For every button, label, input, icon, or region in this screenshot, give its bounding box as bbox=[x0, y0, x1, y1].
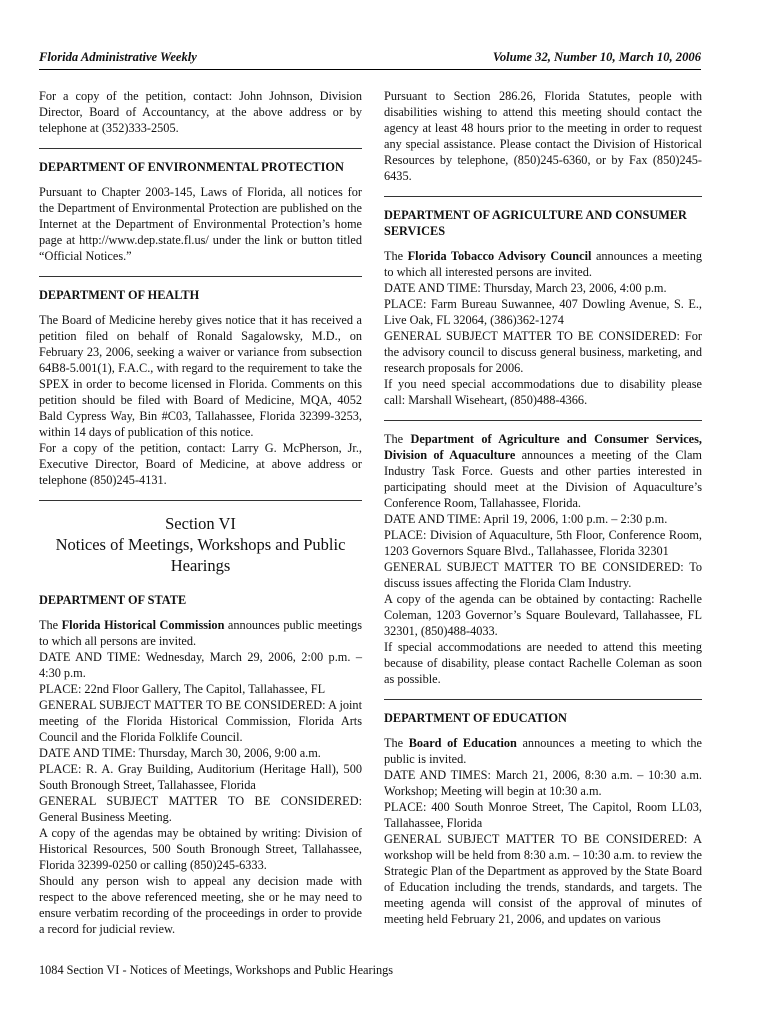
paragraph: PLACE: Farm Bureau Suwannee, 407 Dowling Avenue, S. E., Live Oak, FL 32064, (386)362-1274 bbox=[384, 297, 702, 327]
paragraph: A copy of the agendas may be obtained by writing: Division of Historical Resources, 500 South Bronough Street, Tallahassee, Florida 32399-0250 or calling (850)245-6333. bbox=[39, 826, 362, 872]
paragraph: GENERAL SUBJECT MATTER TO BE CONSIDERED: For the advisory council to discuss general business, marketing, and research proposals for 2006. bbox=[384, 329, 702, 375]
paragraph: If special accommodations are needed to attend this meeting because of disability, please contact Rachelle Coleman as soon as possible. bbox=[384, 640, 702, 686]
paragraph: A copy of the agenda can be obtained by contacting: Rachelle Coleman, 1203 Governor’s Square Boulevard, Tallahassee, FL 32301, (850)488-4033. bbox=[384, 592, 702, 638]
department-heading: DEPARTMENT OF ENVIRONMENTAL PROTECTION bbox=[39, 160, 344, 174]
paragraph: The Board of Medicine hereby gives notice that it has received a petition filed on behalf of Ronald Sagalowsky, M.D., on February 23, 2006, seeking a waiver or variance from subsection 64B8-5.001(1), F.A.C., with regard to the requirement to take the SPEX in order to become licensed in Florida. Comments on this petition should be filed with Board of Medicine, MQA, 4052 Bald Cypress Way, Bin #C03, Tallahassee, Florida 32399-3253, within 14 days of publication of this notice. bbox=[39, 313, 362, 439]
text: announces public meetings to which all persons are invited. bbox=[39, 618, 362, 648]
header-rule bbox=[39, 69, 701, 70]
paragraph: GENERAL SUBJECT MATTER TO BE CONSIDERED: A workshop will be held from 8:30 a.m. – 10:30 a.m. to review the Strategic Plan of the Department as approved by the State Board of Education including the trends, standards, and targets. The meeting agenda will consist of the approval of minutes of meeting held February 21, 2006, and updates on various bbox=[384, 832, 702, 926]
divider bbox=[384, 196, 702, 197]
organization-name: Board of Education bbox=[408, 736, 517, 750]
paragraph bbox=[384, 248, 702, 280]
paragraph: DATE AND TIMES: March 21, 2006, 8:30 a.m. – 10:30 a.m. Workshop; Meeting will begin at 10:30 a.m. bbox=[384, 768, 702, 798]
text: The bbox=[384, 432, 411, 446]
text: announces a meeting of the Clam Industry Task Force. Guests and other parties interested in participating should meet at the Division of Aquaculture’s Conference Room, Tallahassee, Florida. bbox=[384, 448, 702, 510]
paragraph: GENERAL SUBJECT MATTER TO BE CONSIDERED: A joint meeting of the Florida Historical Commission, Florida Arts Council and the Florida Folklife Council. bbox=[39, 698, 362, 744]
section-title bbox=[39, 513, 362, 576]
paragraph: If you need special accommodations due to disability please call: Marshall Wiseheart, (850)488-4366. bbox=[384, 377, 702, 407]
paragraph: PLACE: Division of Aquaculture, 5th Floor, Conference Room, 1203 Governors Square Blvd., Tallahassee, Florida 32301 bbox=[384, 528, 702, 558]
section-number: Section VI bbox=[165, 514, 236, 533]
divider bbox=[39, 148, 362, 149]
section-title-line: Notices of Meetings, Workshops and Public bbox=[55, 535, 346, 554]
running-header bbox=[39, 50, 701, 68]
department-heading: DEPARTMENT OF AGRICULTURE AND CONSUMER SERVICES bbox=[384, 208, 687, 238]
department-heading: DEPARTMENT OF EDUCATION bbox=[384, 711, 567, 725]
paragraph: Pursuant to Section 286.26, Florida Statutes, people with disabilities wishing to attend this meeting should contact the agency at least 48 hours prior to the meeting in order to request any special assistance. Please contact the Division of Historical Resources by telephone, (850)245-6360, or by Fax (850)245-6435. bbox=[384, 89, 702, 183]
paragraph: PLACE: 22nd Floor Gallery, The Capitol, Tallahassee, FL bbox=[39, 682, 326, 696]
text: announces a meeting to which the public is invited. bbox=[384, 736, 702, 766]
divider bbox=[384, 699, 702, 700]
text: The bbox=[384, 249, 408, 263]
text: The bbox=[39, 618, 62, 632]
paragraph bbox=[384, 735, 702, 767]
paragraph: Should any person wish to appeal any decision made with respect to the above referenced meeting, she or he may need to ensure verbatim recording of the proceedings in order to provide a record for judicial review. bbox=[39, 874, 362, 936]
organization-name: Florida Historical Commission bbox=[61, 618, 225, 632]
paragraph: Pursuant to Chapter 2003-145, Laws of Florida, all notices for the Department of Environmental Protection are published on the Internet at the Department of Environmental Protection’s home page at http://www.dep.state.fl.us/ under the link or button titled “Official Notices.” bbox=[39, 185, 362, 263]
text: announces a meeting to which all interested persons are invited. bbox=[384, 249, 702, 279]
divider bbox=[39, 500, 362, 501]
paragraph: For a copy of the petition, contact: John Johnson, Division Director, Board of Accountancy, at the above address or by telephone at (352)333-2505. bbox=[39, 89, 362, 135]
paragraph: DATE AND TIME: April 19, 2006, 1:00 p.m. – 2:30 p.m. bbox=[384, 512, 668, 526]
divider bbox=[384, 420, 702, 421]
divider bbox=[39, 276, 362, 277]
department-heading: DEPARTMENT OF STATE bbox=[39, 593, 187, 607]
section-title-line: Hearings bbox=[170, 556, 231, 575]
right-column bbox=[384, 88, 702, 927]
text: The bbox=[384, 736, 409, 750]
paragraph bbox=[39, 617, 362, 649]
paragraph: GENERAL SUBJECT MATTER TO BE CONSIDERED: General Business Meeting. bbox=[39, 794, 362, 824]
paragraph bbox=[384, 431, 702, 511]
page-footer: 1084 Section VI - Notices of Meetings, Workshops and Public Hearings bbox=[39, 963, 394, 977]
paragraph: GENERAL SUBJECT MATTER TO BE CONSIDERED: To discuss issues affecting the Florida Clam Industry. bbox=[384, 560, 702, 590]
publication-title: Florida Administrative Weekly bbox=[39, 50, 197, 64]
organization-name: Department of Agriculture and Consumer Services, Division of Aquaculture bbox=[384, 432, 702, 462]
paragraph: For a copy of the petition, contact: Larry G. McPherson, Jr., Executive Director, Board of Medicine, at above address or telephone (850)245-4131. bbox=[39, 441, 362, 487]
paragraph: PLACE: 400 South Monroe Street, The Capitol, Room LL03, Tallahassee, Florida bbox=[384, 800, 702, 830]
organization-name: Florida Tobacco Advisory Council bbox=[407, 249, 592, 263]
paragraph: DATE AND TIME: Thursday, March 30, 2006, 9:00 a.m. bbox=[39, 746, 321, 760]
paragraph: DATE AND TIME: Thursday, March 23, 2006, 4:00 p.m. bbox=[384, 281, 667, 295]
left-column bbox=[39, 88, 362, 937]
department-heading: DEPARTMENT OF HEALTH bbox=[39, 288, 200, 302]
issue-info: Volume 32, Number 10, March 10, 2006 bbox=[492, 50, 701, 64]
paragraph: DATE AND TIME: Wednesday, March 29, 2006, 2:00 p.m. – 4:30 p.m. bbox=[39, 650, 362, 680]
paragraph: PLACE: R. A. Gray Building, Auditorium (Heritage Hall), 500 South Bronough Street, Tallahassee, Florida bbox=[39, 762, 362, 792]
